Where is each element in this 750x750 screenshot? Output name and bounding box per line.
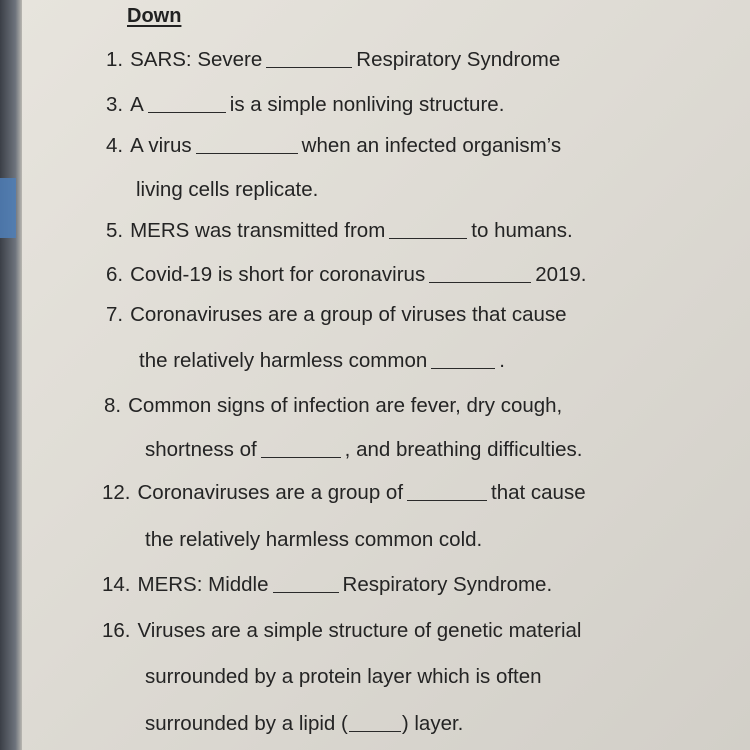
- clue-number: 3.: [106, 93, 124, 116]
- clue-number: 8.: [104, 394, 122, 417]
- clue-text: 2019.: [535, 263, 587, 286]
- clue-text: A virus: [130, 134, 192, 157]
- clue-text: the relatively harmless common: [139, 349, 428, 372]
- clue-16: [102, 609, 581, 643]
- down-heading: Down: [127, 5, 182, 27]
- clue-number: 14.: [102, 573, 131, 596]
- answer-blank[interactable]: [349, 731, 401, 732]
- clue-text: SARS: Severe: [130, 48, 263, 71]
- clue-text: .: [499, 349, 505, 372]
- clue-number: 16.: [102, 619, 131, 642]
- clue-4: [106, 124, 561, 158]
- clue-7: [106, 293, 567, 327]
- clue-1: [106, 38, 560, 72]
- clue-text: is a simple nonliving structure.: [229, 93, 505, 116]
- clue-text: to humans.: [471, 219, 573, 242]
- answer-blank[interactable]: [389, 238, 467, 239]
- clue-text: ) layer.: [401, 712, 464, 735]
- answer-blank[interactable]: [431, 368, 495, 369]
- clue-text: Respiratory Syndrome.: [342, 573, 553, 596]
- clue-text: surrounded by a lipid (: [145, 712, 348, 735]
- clue-3: [106, 83, 504, 117]
- clue-text: MERS was transmitted from: [130, 219, 386, 242]
- answer-blank[interactable]: [407, 500, 487, 501]
- answer-blank[interactable]: [273, 592, 339, 593]
- worksheet: [22, 0, 750, 750]
- clue-16-continued: [145, 655, 542, 689]
- clue-text: MERS: Middle: [137, 573, 269, 596]
- clue-number: 12.: [102, 481, 131, 504]
- clue-text: living cells replicate.: [136, 178, 319, 201]
- clue-number: 1.: [106, 48, 124, 71]
- answer-blank[interactable]: [266, 67, 352, 68]
- answer-blank[interactable]: [196, 153, 298, 154]
- screen-edge-highlight: [0, 178, 16, 238]
- clue-number: 7.: [106, 303, 124, 326]
- clue-text: Covid-19 is short for coronavirus: [130, 263, 426, 286]
- clue-6: [106, 253, 587, 287]
- clue-number: 6.: [106, 263, 124, 286]
- clue-8-continued: [145, 428, 582, 462]
- clue-text: Respiratory Syndrome: [356, 48, 561, 71]
- clue-7-continued: [139, 339, 505, 373]
- clue-12-continued: [145, 518, 482, 552]
- clue-text: surrounded by a protein layer which is often: [145, 665, 542, 688]
- clue-text: shortness of: [145, 438, 257, 461]
- answer-blank[interactable]: [429, 282, 531, 283]
- clue-14: [102, 563, 552, 597]
- clue-text: Coronaviruses are a group of: [137, 481, 404, 504]
- clue-text: Common signs of infection are fever, dry cough,: [128, 394, 563, 417]
- clue-4-continued: [136, 168, 318, 202]
- clue-8: [104, 384, 562, 418]
- clue-text: when an infected organism’s: [301, 134, 562, 157]
- clue-16-continued-2: [145, 702, 463, 736]
- clue-12: [102, 471, 586, 505]
- clue-number: 5.: [106, 219, 124, 242]
- clue-5: [106, 209, 573, 243]
- clue-text: , and breathing difficulties.: [344, 438, 583, 461]
- clue-text: Viruses are a simple structure of genetic material: [137, 619, 582, 642]
- clue-text: A: [130, 93, 144, 116]
- answer-blank[interactable]: [148, 112, 226, 113]
- clue-text: that cause: [491, 481, 586, 504]
- screen-edge: [0, 0, 22, 750]
- answer-blank[interactable]: [261, 457, 341, 458]
- clue-text: the relatively harmless common cold.: [145, 528, 483, 551]
- clue-number: 4.: [106, 134, 124, 157]
- clue-text: Coronaviruses are a group of viruses that cause: [130, 303, 567, 326]
